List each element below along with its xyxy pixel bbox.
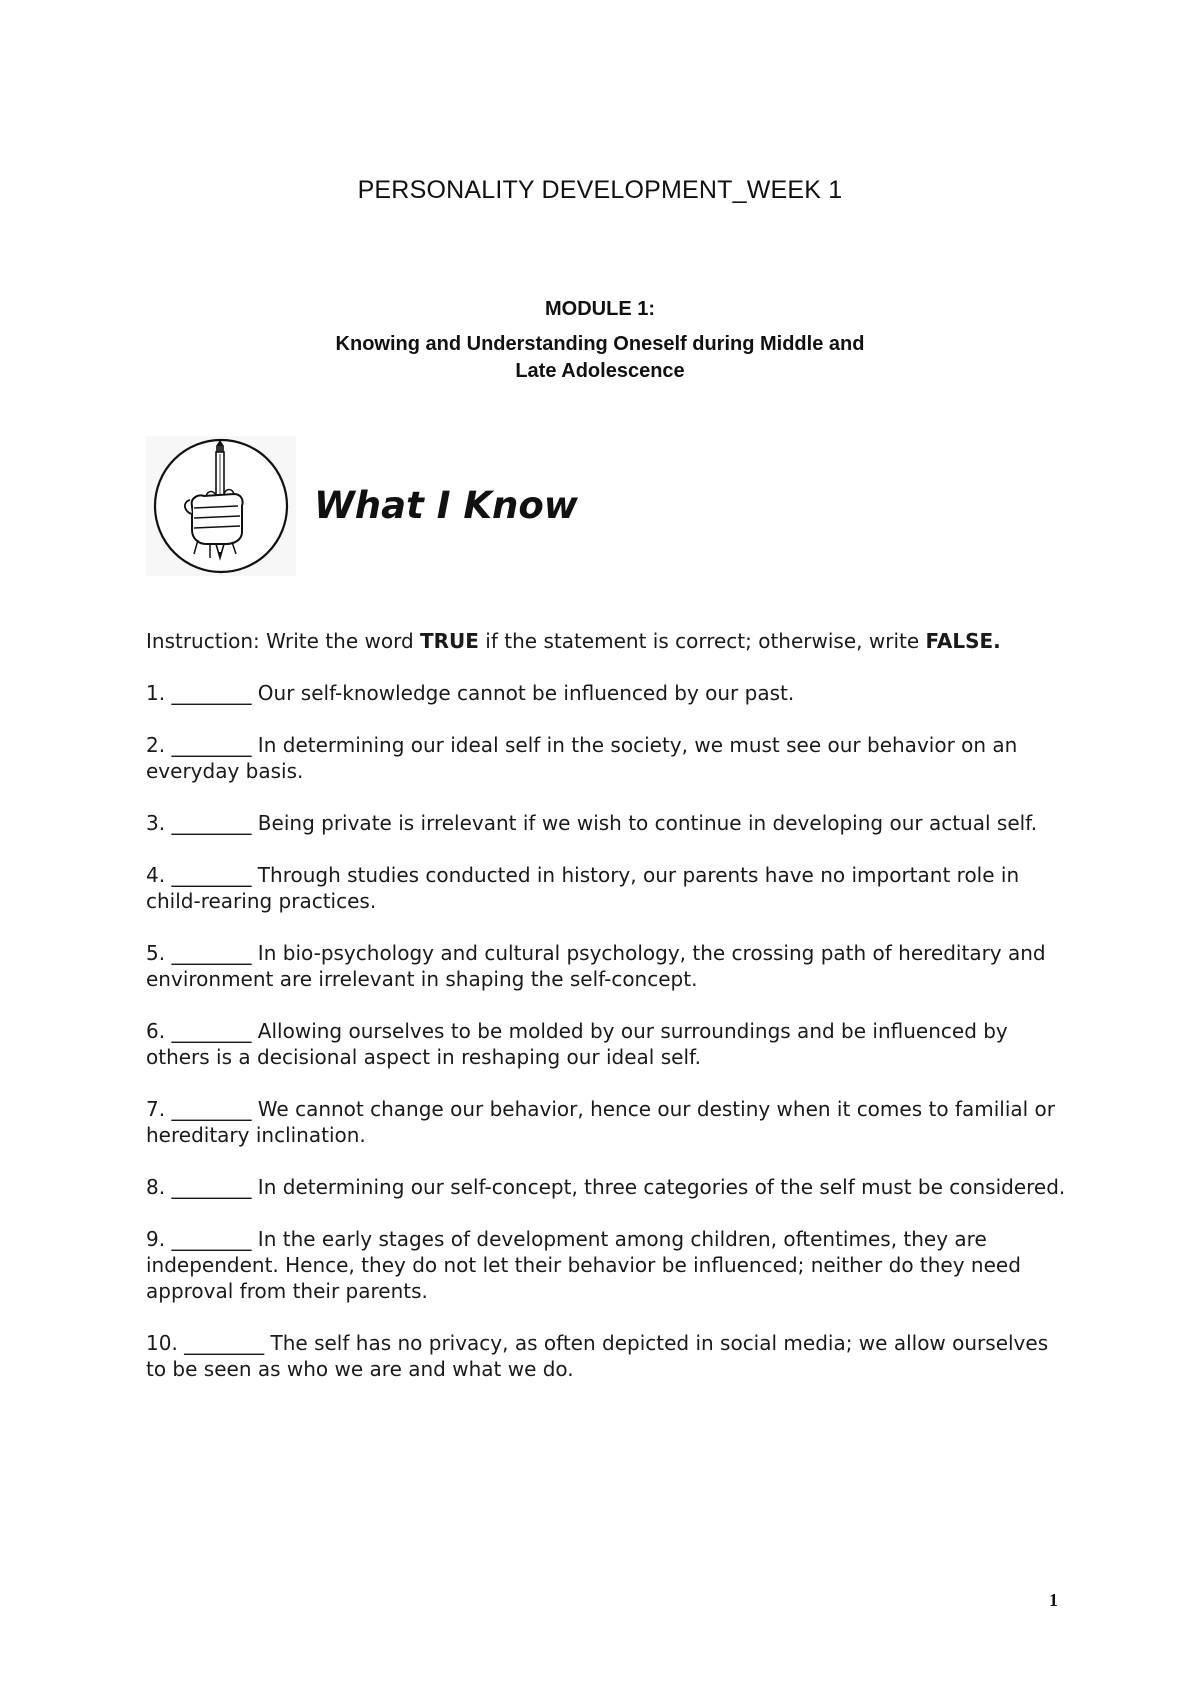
question-text: We cannot change our behavior, hence our destiny when it comes to familial or hereditary inclination. bbox=[146, 1097, 1055, 1147]
question-item bbox=[146, 1226, 1066, 1304]
question-text: The self has no privacy, as often depicted in social media; we allow ourselves to be seen as who we are and what we do. bbox=[146, 1331, 1049, 1381]
question-number: 10. bbox=[146, 1331, 178, 1355]
question-number: 3. bbox=[146, 811, 166, 835]
section-header bbox=[146, 436, 646, 576]
question-item bbox=[146, 1018, 1066, 1070]
answer-blank[interactable]: ________ bbox=[171, 1175, 252, 1199]
answer-blank[interactable]: ________ bbox=[171, 863, 252, 887]
answer-blank[interactable]: ________ bbox=[171, 733, 252, 757]
hand-holding-pencil-icon bbox=[146, 436, 296, 576]
question-text: Allowing ourselves to be molded by our surroundings and be influenced by others is a decisional aspect in reshaping our ideal self. bbox=[146, 1019, 1008, 1069]
question-item bbox=[146, 732, 1066, 784]
instruction-middle: if the statement is correct; otherwise, write bbox=[478, 629, 926, 653]
module-heading bbox=[300, 296, 900, 385]
answer-blank[interactable]: ________ bbox=[171, 681, 252, 705]
question-item bbox=[146, 680, 1066, 706]
question-text: In bio-psychology and cultural psychology, the crossing path of hereditary and environment are irrelevant in shaping the self-concept. bbox=[146, 941, 1046, 991]
false-keyword: FALSE. bbox=[925, 629, 1001, 653]
answer-blank[interactable]: ________ bbox=[171, 1227, 252, 1251]
question-item bbox=[146, 810, 1066, 836]
section-heading: What I Know bbox=[314, 484, 578, 527]
question-item bbox=[146, 1174, 1066, 1200]
question-text: In determining our self-concept, three categories of the self must be considered. bbox=[251, 1175, 1066, 1199]
answer-blank[interactable]: ________ bbox=[171, 811, 252, 835]
question-text: In the early stages of development among children, oftentimes, they are independent. Hence, they do not let their behavior be influenced; neither do they need approval from their parents. bbox=[146, 1227, 1021, 1303]
module-subtitle-line1: Knowing and Understanding Oneself during Middle and bbox=[335, 333, 865, 355]
question-number: 9. bbox=[146, 1227, 166, 1251]
question-item bbox=[146, 1330, 1066, 1382]
instruction-text bbox=[146, 628, 1066, 654]
activity-content bbox=[146, 628, 1066, 1408]
question-number: 6. bbox=[146, 1019, 166, 1043]
question-item bbox=[146, 940, 1066, 992]
answer-blank[interactable]: ________ bbox=[171, 941, 252, 965]
question-text: Being private is irrelevant if we wish to continue in developing our actual self. bbox=[251, 811, 1038, 835]
page-number: 1 bbox=[1049, 1590, 1058, 1610]
module-label: MODULE 1: bbox=[545, 298, 655, 320]
instruction-prefix: Instruction: Write the word bbox=[146, 629, 420, 653]
answer-blank[interactable]: ________ bbox=[171, 1019, 252, 1043]
question-number: 2. bbox=[146, 733, 166, 757]
question-text: Through studies conducted in history, our parents have no important role in child-rearing practices. bbox=[146, 863, 1020, 913]
question-text: In determining our ideal self in the society, we must see our behavior on an everyday basis. bbox=[146, 733, 1018, 783]
question-number: 8. bbox=[146, 1175, 166, 1199]
module-subtitle-line2: Late Adolescence bbox=[515, 360, 685, 382]
question-number: 5. bbox=[146, 941, 166, 965]
question-text: Our self-knowledge cannot be influenced by our past. bbox=[251, 681, 795, 705]
question-number: 1. bbox=[146, 681, 166, 705]
document-title: PERSONALITY DEVELOPMENT_WEEK 1 bbox=[357, 176, 843, 204]
question-number: 7. bbox=[146, 1097, 166, 1121]
answer-blank[interactable]: ________ bbox=[171, 1097, 252, 1121]
question-item bbox=[146, 862, 1066, 914]
question-number: 4. bbox=[146, 863, 166, 887]
answer-blank[interactable]: ________ bbox=[184, 1331, 265, 1355]
question-item bbox=[146, 1096, 1066, 1148]
true-keyword: TRUE bbox=[420, 629, 479, 653]
question-list bbox=[146, 680, 1066, 1382]
